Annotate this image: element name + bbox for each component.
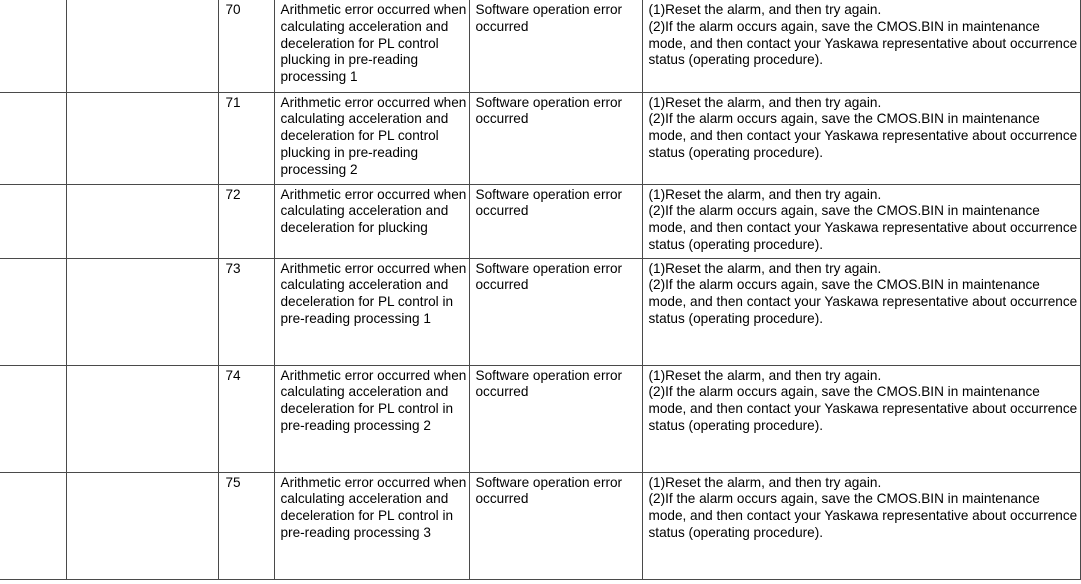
alarm-number-cell [0,92,66,184]
table-row [0,184,1080,258]
remedy-step-1: (1)Reset the alarm, and then try again. [648,367,882,383]
remedy-step-2: (2)If the alarm occurs again, save the CMOS.BIN in maintenance mode, and then contact your Yaskawa representative about occurrence status (operating procedure). [648,491,1078,540]
alarm-name-cell [66,184,218,258]
cause-cell: Software operation error occurred [469,258,642,365]
sub-code-cell: 71 [218,92,274,184]
alarm-number-cell [0,472,66,579]
cause-cell: Software operation error occurred [469,92,642,184]
remedy-step-1: (1)Reset the alarm, and then try again. [648,186,882,202]
remedy-cell [642,184,1080,258]
description-cell: Arithmetic error occurred when calculating acceleration and deceleration for plucking [274,184,469,258]
remedy-cell [642,92,1080,184]
remedy-step-2: (2)If the alarm occurs again, save the CMOS.BIN in maintenance mode, and then contact your Yaskawa representative about occurrence status (operating procedure). [648,111,1078,160]
cause-cell: Software operation error occurred [469,0,642,92]
sub-code-cell: 73 [218,258,274,365]
remedy-cell [642,0,1080,92]
remedy-step-1: (1)Reset the alarm, and then try again. [648,94,882,110]
sub-code-cell: 75 [218,472,274,579]
sub-code-cell: 70 [218,0,274,92]
table-row [0,365,1080,472]
remedy-step-2: (2)If the alarm occurs again, save the CMOS.BIN in maintenance mode, and then contact your Yaskawa representative about occurrence status (operating procedure). [648,18,1078,68]
sub-code-cell: 74 [218,365,274,472]
remedy-step-1: (1)Reset the alarm, and then try again. [648,474,882,490]
table-row [0,472,1080,579]
remedy-cell [642,472,1080,579]
remedy-step-1: (1)Reset the alarm, and then try again. [648,2,882,17]
alarm-number-cell [0,365,66,472]
remedy-step-2: (2)If the alarm occurs again, save the CMOS.BIN in maintenance mode, and then contact your Yaskawa representative about occurrence status (operating procedure). [648,384,1078,433]
cause-cell: Software operation error occurred [469,184,642,258]
remedy-step-2: (2)If the alarm occurs again, save the CMOS.BIN in maintenance mode, and then contact your Yaskawa representative about occurrence status (operating procedure). [648,203,1078,252]
alarm-name-cell [66,258,218,365]
remedy-cell [642,258,1080,365]
alarm-name-cell [66,365,218,472]
description-cell: Arithmetic error occurred when calculating acceleration and deceleration for PL control in pre-reading processing 2 [274,365,469,472]
cause-cell: Software operation error occurred [469,365,642,472]
alarm-number-cell [0,184,66,258]
table-row [0,258,1080,365]
description-cell: Arithmetic error occurred when calculating acceleration and deceleration for PL control in pre-reading processing 3 [274,472,469,579]
remedy-step-2: (2)If the alarm occurs again, save the CMOS.BIN in maintenance mode, and then contact your Yaskawa representative about occurrence status (operating procedure). [648,277,1078,326]
sub-code-cell: 72 [218,184,274,258]
table-row [0,92,1080,184]
remedy-step-1: (1)Reset the alarm, and then try again. [648,260,882,276]
description-cell: Arithmetic error occurred when calculating acceleration and deceleration for PL control in pre-reading processing 1 [274,258,469,365]
description-cell: Arithmetic error occurred when calculating acceleration and deceleration for PL control plucking in pre-reading processing 1 [274,0,469,92]
alarm-name-cell [66,92,218,184]
remedy-cell [642,365,1080,472]
description-cell: Arithmetic error occurred when calculating acceleration and deceleration for PL control plucking in pre-reading processing 2 [274,92,469,184]
alarm-name-cell [66,0,218,92]
table-row [0,0,1080,92]
alarm-number-cell [0,0,66,92]
alarm-number-cell [0,258,66,365]
alarm-name-cell [66,472,218,579]
cause-cell: Software operation error occurred [469,472,642,579]
